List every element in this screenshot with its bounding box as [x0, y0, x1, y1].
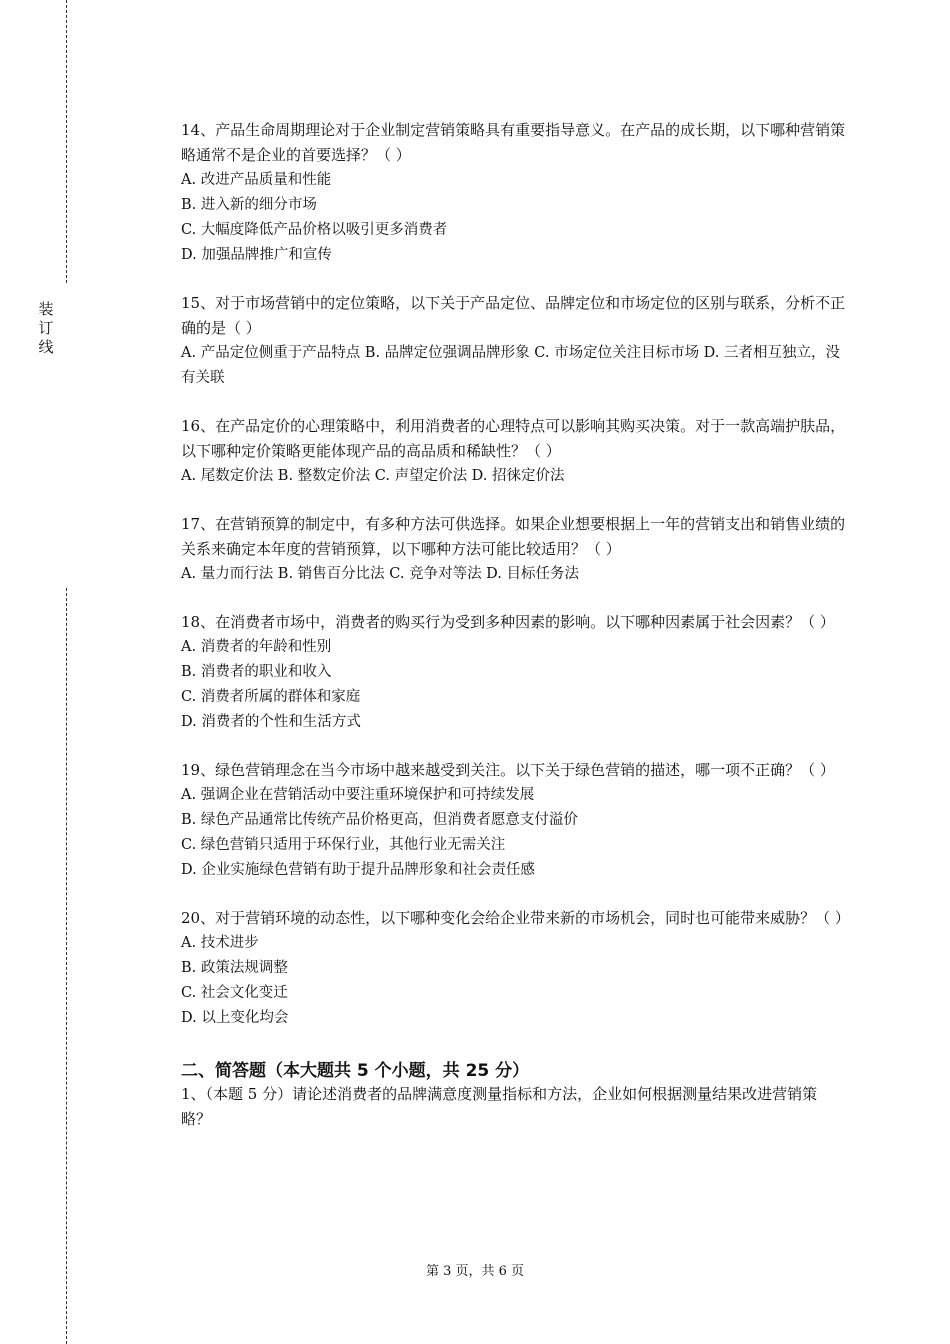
- options-inline: A. 尾数定价法 B. 整数定价法 C. 声望定价法 D. 招徕定价法: [181, 468, 565, 484]
- options-inline: A. 产品定位侧重于产品特点 B. 品牌定位强调品牌形象 C. 市场定位关注目标市场 D. 三者相互独立，没有关联: [181, 345, 841, 386]
- options-inline: A. 量力而行法 B. 销售百分比法 C. 竞争对等法 D. 目标任务法: [181, 566, 580, 582]
- option-c: C. 大幅度降低产品价格以吸引更多消费者: [181, 222, 448, 238]
- option-c: C. 绿色营销只适用于环保行业，其他行业无需关注: [181, 837, 506, 853]
- question-20: [181, 906, 850, 1031]
- option-d: D. 加强品牌推广和宣传: [181, 247, 332, 263]
- option-d: D. 消费者的个性和生活方式: [181, 714, 361, 730]
- question-text: 14、产品生命周期理论对于企业制定营销策略具有重要指导意义。在产品的成长期，以下哪种营销策略通常不是企业的首要选择？（ ）: [181, 121, 846, 164]
- question-text: 17、在营销预算的制定中，有多种方法可供选择。如果企业想要根据上一年的营销支出和销售业绩的关系来确定本年度的营销预算，以下哪种方法可能比较适用？（ ）: [181, 515, 846, 558]
- question-19: [181, 758, 846, 883]
- binding-char-3: 线: [38, 338, 54, 356]
- option-b: B. 绿色产品通常比传统产品价格更高，但消费者愿意支付溢价: [181, 812, 578, 828]
- question-18: [181, 610, 846, 735]
- page-number: 第 3 页，共 6 页: [425, 1264, 525, 1279]
- option-a: A. 技术进步: [181, 935, 259, 951]
- question-text: 19、绿色营销理念在当今市场中越来越受到关注。以下关于绿色营销的描述，哪一项不正确？（ ）: [181, 761, 835, 779]
- question-text: 15、对于市场营销中的定位策略，以下关于产品定位、品牌定位和市场定位的区别与联系，分析不正确的是（ ）: [181, 294, 846, 337]
- option-a: A. 改进产品质量和性能: [181, 172, 332, 188]
- option-a: A. 消费者的年龄和性别: [181, 639, 332, 655]
- binding-line-label: [36, 300, 56, 357]
- question-16: [181, 414, 846, 489]
- binding-line-bottom: [66, 588, 67, 1344]
- exam-content: [181, 118, 850, 1132]
- question-15: [181, 291, 846, 391]
- binding-char-2: 订: [38, 319, 54, 337]
- binding-char-1: 装: [38, 300, 54, 318]
- option-a: A. 强调企业在营销活动中要注重环境保护和可持续发展: [181, 787, 535, 803]
- section-title: 二、简答题（本大题共 5 个小题，共 25 分）: [181, 1061, 530, 1081]
- question-text: 20、对于营销环境的动态性，以下哪种变化会给企业带来新的市场机会，同时也可能带来威胁？（ ）: [181, 909, 850, 927]
- binding-line-top: [66, 0, 67, 283]
- option-b: B. 消费者的职业和收入: [181, 664, 332, 680]
- question-17: [181, 512, 846, 587]
- question-text: 18、在消费者市场中，消费者的购买行为受到多种因素的影响。以下哪种因素属于社会因素？（ ）: [181, 613, 835, 631]
- option-b: B. 进入新的细分市场: [181, 197, 317, 213]
- option-d: D. 企业实施绿色营销有助于提升品牌形象和社会责任感: [181, 862, 535, 878]
- question-text: 16、在产品定价的心理策略中，利用消费者的心理特点可以影响其购买决策。对于一款高端护肤品，以下哪种定价策略更能体现产品的高品质和稀缺性？（ ）: [181, 417, 846, 460]
- question-14: [181, 118, 846, 268]
- option-c: C. 社会文化变迁: [181, 985, 288, 1001]
- short-answer-question-1: 1、（本题 5 分）请论述消费者的品牌满意度测量指标和方法，企业如何根据测量结果改进营销策略？: [181, 1085, 818, 1128]
- option-b: B. 政策法规调整: [181, 960, 288, 976]
- option-c: C. 消费者所属的群体和家庭: [181, 689, 361, 705]
- option-d: D. 以上变化均会: [181, 1010, 289, 1026]
